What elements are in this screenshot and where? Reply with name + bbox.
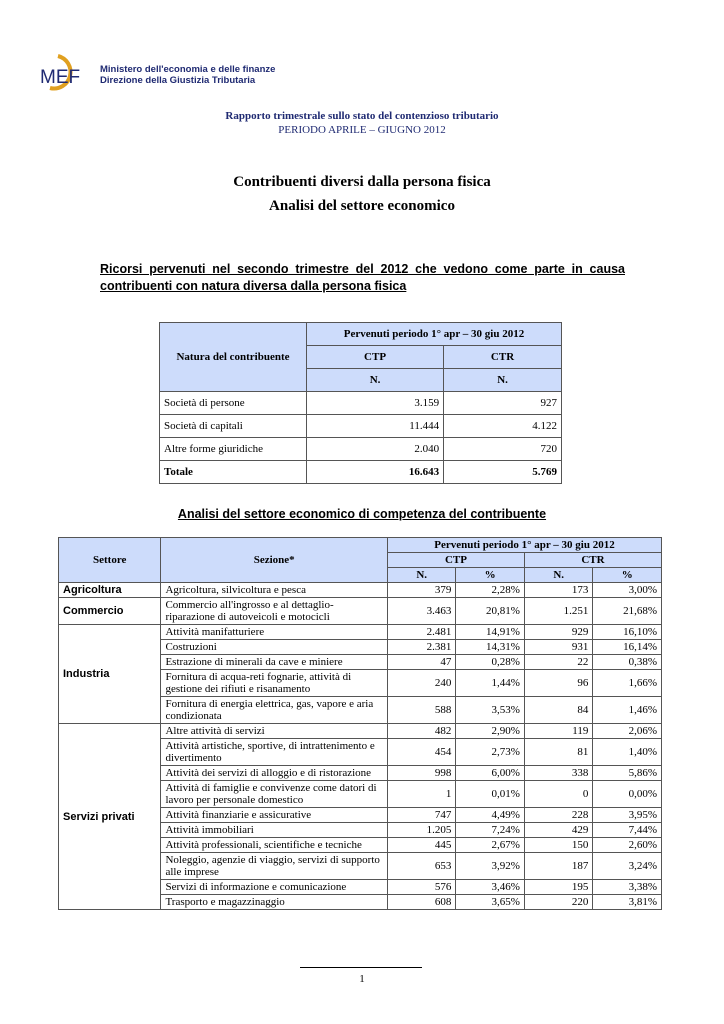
- page-number: 1: [359, 973, 365, 985]
- ctp-header: CTP: [387, 553, 524, 568]
- ctr-pct: 7,44%: [593, 823, 662, 838]
- table-row: [59, 724, 662, 739]
- ctp-pct: 2,90%: [456, 724, 525, 739]
- ctp-pct: 3,92%: [456, 853, 525, 880]
- ctr-pct: 16,14%: [593, 640, 662, 655]
- report-period: PERIODO APRILE – GIUGNO 2012: [278, 124, 446, 136]
- sezione-cell: Attività professionali, scientifiche e tecniche: [161, 838, 388, 853]
- sezione-cell: Commercio all'ingrosso e al dettaglio-riparazione di autoveicoli e motocicli: [161, 598, 388, 625]
- table-row: [59, 598, 662, 625]
- ctr-value: 4.122: [444, 415, 562, 438]
- ctp-n: 1.205: [387, 823, 455, 838]
- ctp-n: 2.381: [387, 640, 455, 655]
- total-ctp: 16.643: [307, 461, 444, 484]
- ctp-n: 1: [387, 781, 455, 808]
- ctr-pct: 1,66%: [593, 670, 662, 697]
- main-title-line-1: Contribuenti diversi dalla persona fisica: [233, 174, 491, 190]
- ctr-pct: 5,86%: [593, 766, 662, 781]
- sezione-cell: Attività finanziarie e assicurative: [161, 808, 388, 823]
- ctr-n: 228: [524, 808, 592, 823]
- col-sezione-header: Sezione*: [161, 538, 388, 583]
- ctr-value: 720: [444, 438, 562, 461]
- ctr-n: 173: [524, 583, 592, 598]
- sezione-cell: Altre attività di servizi: [161, 724, 388, 739]
- ctr-n: 187: [524, 853, 592, 880]
- ctr-n: 0: [524, 781, 592, 808]
- sezione-cell: Attività di famiglie e convivenze come datori di lavoro per personale domestico: [161, 781, 388, 808]
- ctp-n: 3.463: [387, 598, 455, 625]
- ctr-n: 220: [524, 895, 592, 910]
- sezione-cell: Attività artistiche, sportive, di intrattenimento e divertimento: [161, 739, 388, 766]
- ctr-pct: 2,60%: [593, 838, 662, 853]
- settore-economico-table: [58, 537, 662, 910]
- mef-logo: [38, 50, 298, 100]
- mef-logo-icon: [38, 50, 94, 98]
- ctp-n: 2.481: [387, 625, 455, 640]
- ctr-header: CTR: [524, 553, 661, 568]
- section-2-title: Analisi del settore economico di competenza del contribuente: [177, 507, 547, 521]
- ctp-n: 379: [387, 583, 455, 598]
- ctp-n: 588: [387, 697, 455, 724]
- ctr-n-header: N.: [444, 369, 562, 392]
- table-row: [59, 625, 662, 640]
- ctp-n: 608: [387, 895, 455, 910]
- sezione-cell: Fornitura di energia elettrica, gas, vapore e aria condizionata: [161, 697, 388, 724]
- ctp-n: 445: [387, 838, 455, 853]
- svg-text:MEF: MEF: [40, 67, 81, 88]
- main-title-line-2: Analisi del settore economico: [269, 198, 455, 214]
- ctp-pct: 2,67%: [456, 838, 525, 853]
- ctr-pct: 16,10%: [593, 625, 662, 640]
- ctr-pct: 21,68%: [593, 598, 662, 625]
- table-row: [160, 438, 562, 461]
- sezione-cell: Attività dei servizi di alloggio e di ristorazione: [161, 766, 388, 781]
- ctr-n: 931: [524, 640, 592, 655]
- sector-industria: Industria: [59, 625, 161, 724]
- ctp-n: 47: [387, 655, 455, 670]
- ctp-n: 576: [387, 880, 455, 895]
- ctr-n: 429: [524, 823, 592, 838]
- table-row: [160, 392, 562, 415]
- total-label: Totale: [160, 461, 307, 484]
- ctr-n: 1.251: [524, 598, 592, 625]
- ctp-header: CTP: [307, 346, 444, 369]
- organization-name: [100, 64, 275, 86]
- ctp-pct: 1,44%: [456, 670, 525, 697]
- sezione-cell: Trasporto e magazzinaggio: [161, 895, 388, 910]
- ctp-value: 2.040: [307, 438, 444, 461]
- table-row: [160, 415, 562, 438]
- main-title: [0, 170, 724, 218]
- ctp-n-header: N.: [387, 568, 455, 583]
- ctp-pct: 14,91%: [456, 625, 525, 640]
- ctr-n: 150: [524, 838, 592, 853]
- ctr-pct: 3,00%: [593, 583, 662, 598]
- sezione-cell: Fornitura di acqua-reti fognarie, attività di gestione dei rifiuti e risanamento: [161, 670, 388, 697]
- ctp-n-header: N.: [307, 369, 444, 392]
- sector-commercio: Commercio: [59, 598, 161, 625]
- ctr-n: 929: [524, 625, 592, 640]
- total-row: [160, 461, 562, 484]
- sezione-cell: Estrazione di minerali da cave e miniere: [161, 655, 388, 670]
- ctp-pct: 3,65%: [456, 895, 525, 910]
- ctp-value: 11.444: [307, 415, 444, 438]
- sector-agricoltura: Agricoltura: [59, 583, 161, 598]
- ctr-pct: 1,40%: [593, 739, 662, 766]
- ctp-pct: 14,31%: [456, 640, 525, 655]
- ctp-pct: 2,28%: [456, 583, 525, 598]
- ctp-n: 998: [387, 766, 455, 781]
- ctp-pct: 0,01%: [456, 781, 525, 808]
- col-settore-header: Settore: [59, 538, 161, 583]
- ctr-n: 22: [524, 655, 592, 670]
- ctr-value: 927: [444, 392, 562, 415]
- ctr-n-header: N.: [524, 568, 592, 583]
- sezione-cell: Servizi di informazione e comunicazione: [161, 880, 388, 895]
- ctr-pct: 3,95%: [593, 808, 662, 823]
- report-title: Rapporto trimestrale sullo stato del contenzioso tributario: [225, 110, 499, 122]
- ctr-n: 81: [524, 739, 592, 766]
- section-1-title: Ricorsi pervenuti nel secondo trimestre del 2012 che vedono come parte in causa contribuenti con natura diversa dalla persona fisica: [100, 262, 625, 293]
- ctr-pct: 0,38%: [593, 655, 662, 670]
- sezione-cell: Noleggio, agenzie di viaggio, servizi di supporto alle imprese: [161, 853, 388, 880]
- col-natura-header: Natura del contribuente: [160, 323, 307, 392]
- ctr-n: 195: [524, 880, 592, 895]
- period-header: Pervenuti periodo 1° apr – 30 giu 2012: [387, 538, 661, 553]
- ctr-n: 84: [524, 697, 592, 724]
- ctp-pct: 0,28%: [456, 655, 525, 670]
- ctp-n: 240: [387, 670, 455, 697]
- ctr-pct: 3,24%: [593, 853, 662, 880]
- period-header: Pervenuti periodo 1° apr – 30 giu 2012: [307, 323, 562, 346]
- ctp-pct: 7,24%: [456, 823, 525, 838]
- ctp-n: 653: [387, 853, 455, 880]
- footer-divider: [300, 967, 422, 968]
- ctp-pct: 2,73%: [456, 739, 525, 766]
- total-ctr: 5.769: [444, 461, 562, 484]
- ctp-n: 454: [387, 739, 455, 766]
- ctr-pct-header: %: [593, 568, 662, 583]
- sezione-cell: Attività manifatturiere: [161, 625, 388, 640]
- sector-servizi-privati: Servizi privati: [59, 724, 161, 910]
- ctp-pct: 4,49%: [456, 808, 525, 823]
- natura-contribuente-table: [159, 322, 562, 484]
- org-line-1: Ministero dell'economia e delle finanze: [100, 64, 276, 75]
- sezione-cell: Attività immobiliari: [161, 823, 388, 838]
- org-line-2: Direzione della Giustizia Tributaria: [100, 75, 256, 86]
- row-label: Società di capitali: [160, 415, 307, 438]
- ctr-pct: 2,06%: [593, 724, 662, 739]
- ctr-n: 96: [524, 670, 592, 697]
- ctr-pct: 3,81%: [593, 895, 662, 910]
- ctr-n: 338: [524, 766, 592, 781]
- ctr-n: 119: [524, 724, 592, 739]
- ctp-n: 747: [387, 808, 455, 823]
- ctp-pct: 3,53%: [456, 697, 525, 724]
- table-row: [59, 583, 662, 598]
- report-header: [0, 109, 724, 137]
- ctp-value: 3.159: [307, 392, 444, 415]
- sezione-cell: Agricoltura, silvicoltura e pesca: [161, 583, 388, 598]
- ctp-pct: 3,46%: [456, 880, 525, 895]
- row-label: Altre forme giuridiche: [160, 438, 307, 461]
- row-label: Società di persone: [160, 392, 307, 415]
- ctp-pct: 20,81%: [456, 598, 525, 625]
- ctr-header: CTR: [444, 346, 562, 369]
- ctr-pct: 3,38%: [593, 880, 662, 895]
- ctp-n: 482: [387, 724, 455, 739]
- ctp-pct: 6,00%: [456, 766, 525, 781]
- ctr-pct: 0,00%: [593, 781, 662, 808]
- ctr-pct: 1,46%: [593, 697, 662, 724]
- sezione-cell: Costruzioni: [161, 640, 388, 655]
- ctp-pct-header: %: [456, 568, 525, 583]
